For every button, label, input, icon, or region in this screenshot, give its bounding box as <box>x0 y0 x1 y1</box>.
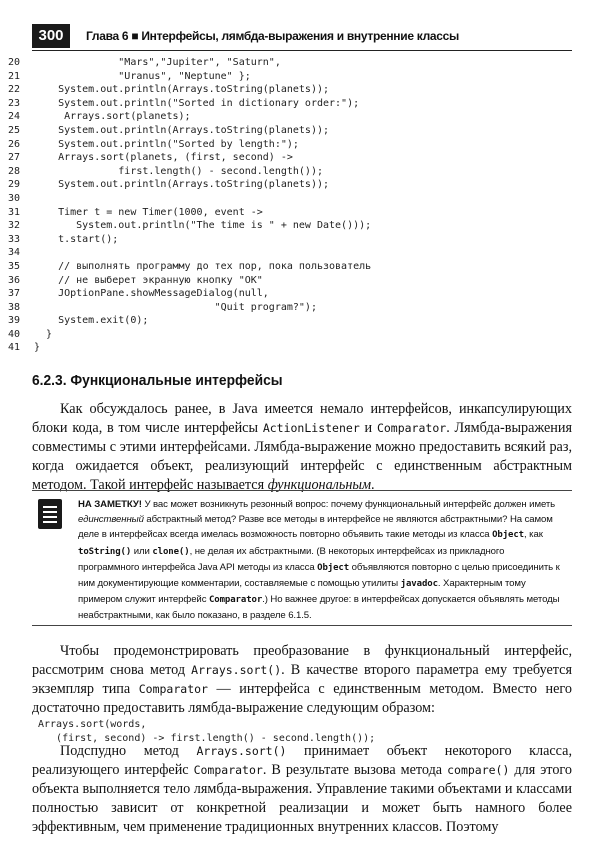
code-line <box>8 83 371 97</box>
line-number: 31 <box>8 206 21 218</box>
code-text: System.exit(0); <box>34 315 149 327</box>
line-number: 39 <box>8 315 21 327</box>
note-box <box>32 490 572 626</box>
code-term: compare() <box>447 763 510 777</box>
code-line <box>8 246 371 260</box>
code-text: first.length() - second.length()); <box>34 165 323 177</box>
text: Чтобы продемонстрировать преобразование в функциональный интерфейс, рассмотрим снова метод <box>32 643 572 678</box>
code-line <box>8 56 371 70</box>
code-term: Comparator <box>208 595 263 606</box>
page-number: 300 <box>32 24 70 48</box>
code-text: "Uranus", "Neptune" }; <box>34 70 251 82</box>
text: для этого объекта выполняется тело лямбда-выражения. Управление такими объектами и классами полностью зависит от конкретной реализации и может быть намного более эффективным, чем применение традиционных внутренних классов. Поэтому <box>32 762 572 835</box>
line-number: 23 <box>8 97 21 109</box>
text: . Лямбда-выражения совместимы с этими интерфейсами. Лямбда-выражение можно предоставить всякий раз, когда ожидается объект, реализующий интерфейс с единственным абстрактным методом. Такой интерфейс называется <box>32 420 573 493</box>
code-line <box>8 219 371 233</box>
code-text: "Mars","Jupiter", "Saturn", <box>34 57 281 68</box>
line-number: 38 <box>8 301 21 313</box>
text: .) Но важнее другое: в интерфейсах допускается объявлять методы неабстрактными, как было показано, в разделе 6.1.5. <box>78 594 560 622</box>
code-line <box>8 233 371 247</box>
code-text: "Quit program?"); <box>34 301 317 313</box>
code-term: Arrays.sort() <box>191 663 282 677</box>
line-number: 20 <box>8 57 21 68</box>
line-number: 36 <box>8 274 21 286</box>
code-line: (first, second) -> first.length() - second.length()); <box>38 733 376 744</box>
code-line <box>8 260 371 274</box>
emphasis: функциональным <box>267 477 372 493</box>
code-text: } <box>34 342 41 354</box>
code-line <box>8 328 371 342</box>
text: Подспудно метод <box>60 743 197 759</box>
code-text: Arrays.sort(planets, (first, second) -> <box>34 152 293 164</box>
text: — интерфейса с единственным методом. Вместо него достаточно предоставить лямбда-выражение следующим образом: <box>32 681 572 716</box>
line-number: 41 <box>8 342 21 354</box>
code-listing <box>8 56 371 355</box>
code-line <box>8 178 371 192</box>
note-icon <box>38 499 62 529</box>
text: , как <box>524 529 543 541</box>
line-number: 40 <box>8 328 21 340</box>
code-line <box>8 165 371 179</box>
text: . В результате вызова метода <box>262 762 448 778</box>
code-line <box>8 341 371 355</box>
line-number: 33 <box>8 233 21 245</box>
line-number: 35 <box>8 260 21 272</box>
code-line <box>8 110 371 124</box>
line-number: 27 <box>8 152 21 164</box>
code-line <box>8 70 371 84</box>
text: . Характерным тому примером служит интерфейс <box>78 578 526 606</box>
code-term: clone() <box>152 546 190 557</box>
text: . В качестве второго параметра ему требуется экземпляр типа <box>32 662 572 697</box>
text: принимает объект некоторого класса, реализующего интерфейс <box>32 743 572 778</box>
code-line <box>8 138 371 152</box>
code-term: toString() <box>78 546 132 557</box>
code-term: Object <box>492 530 525 541</box>
code-term: Comparator <box>138 682 208 696</box>
page-header <box>32 24 572 51</box>
code-line <box>8 301 371 315</box>
text: . <box>371 477 375 493</box>
code-text: // выполнять программу до тех пор, пока пользователь <box>34 260 372 272</box>
code-line <box>8 206 371 220</box>
code-line <box>8 274 371 288</box>
code-line <box>8 314 371 328</box>
line-number: 34 <box>8 247 21 259</box>
code-line <box>8 124 371 138</box>
code-line <box>8 97 371 111</box>
code-text: System.out.println("Sorted in dictionary order:"); <box>34 97 360 109</box>
code-text: JOptionPane.showMessageDialog(null, <box>34 288 269 300</box>
text: и <box>359 420 377 436</box>
paragraph-2 <box>32 642 572 718</box>
code-text: // не выберет экранную кнопку "OK" <box>34 274 263 286</box>
note-text <box>78 497 566 624</box>
text: , не делая их абстрактными. (В некоторых интерфейсах из прикладного программного интерфейса Java API методы из класса <box>78 545 505 573</box>
code-text: System.out.println(Arrays.toString(planets)); <box>34 84 330 96</box>
code-term: Comparator <box>193 763 263 777</box>
code-text: } <box>34 328 53 340</box>
code-text: System.out.println("The time is " + new Date())); <box>34 220 372 232</box>
section-heading: 6.2.3. Функциональные интерфейсы <box>32 372 283 389</box>
line-number: 22 <box>8 84 21 96</box>
line-number: 26 <box>8 138 21 150</box>
paragraph-1 <box>32 400 572 495</box>
code-term: ActionListener <box>262 421 360 435</box>
text: абстрактный метод? Разве все методы в интерфейсе не являются абстрактными? На самом деле в интерфейсах всегда имелась возможность повторно объявить такие методы из класса <box>78 514 553 541</box>
code-line <box>8 192 371 206</box>
emphasis: единственный <box>78 514 144 526</box>
text: Как обсуждалось ранее, в Java имеется немало интерфейсов, инкапсулирующих блоки кода, в том числе интерфейсы <box>32 401 572 436</box>
code-text: System.out.println(Arrays.toString(planets)); <box>34 124 330 136</box>
code-line <box>8 151 371 165</box>
line-number: 32 <box>8 220 21 232</box>
code-term: Arrays.sort() <box>196 744 287 758</box>
code-term: Object <box>317 562 350 573</box>
code-text: Arrays.sort(planets); <box>34 111 191 123</box>
code-text: System.out.println("Sorted by length:"); <box>34 138 299 150</box>
line-number: 37 <box>8 288 21 300</box>
text: или <box>131 545 153 557</box>
text: У вас может возникнуть резонный вопрос: почему функциональный интерфейс должен иметь <box>141 499 556 510</box>
line-number: 28 <box>8 165 21 177</box>
line-number: 30 <box>8 192 21 204</box>
code-line <box>8 287 371 301</box>
code-term: javadoc <box>400 579 438 590</box>
line-number: 21 <box>8 70 21 82</box>
line-number: 29 <box>8 179 21 191</box>
line-number: 25 <box>8 124 21 136</box>
code-text: t.start(); <box>34 233 119 245</box>
code-text: Timer t = new Timer(1000, event -> <box>34 206 263 218</box>
code-text: System.out.println(Arrays.toString(planets)); <box>34 179 330 191</box>
note-label: НА ЗАМЕТКУ! <box>78 499 142 510</box>
text: объявляются повторно с целью присоединить к ним документирующие комментарии, составляемые с помощью утилиты <box>78 561 560 590</box>
line-number: 24 <box>8 111 21 123</box>
code-line: Arrays.sort(words, <box>38 719 147 730</box>
code-term: Comparator <box>376 421 447 435</box>
paragraph-3 <box>32 742 572 837</box>
chapter-title: Глава 6 ■ Интерфейсы, лямбда-выражения и внутренние классы <box>86 29 459 43</box>
